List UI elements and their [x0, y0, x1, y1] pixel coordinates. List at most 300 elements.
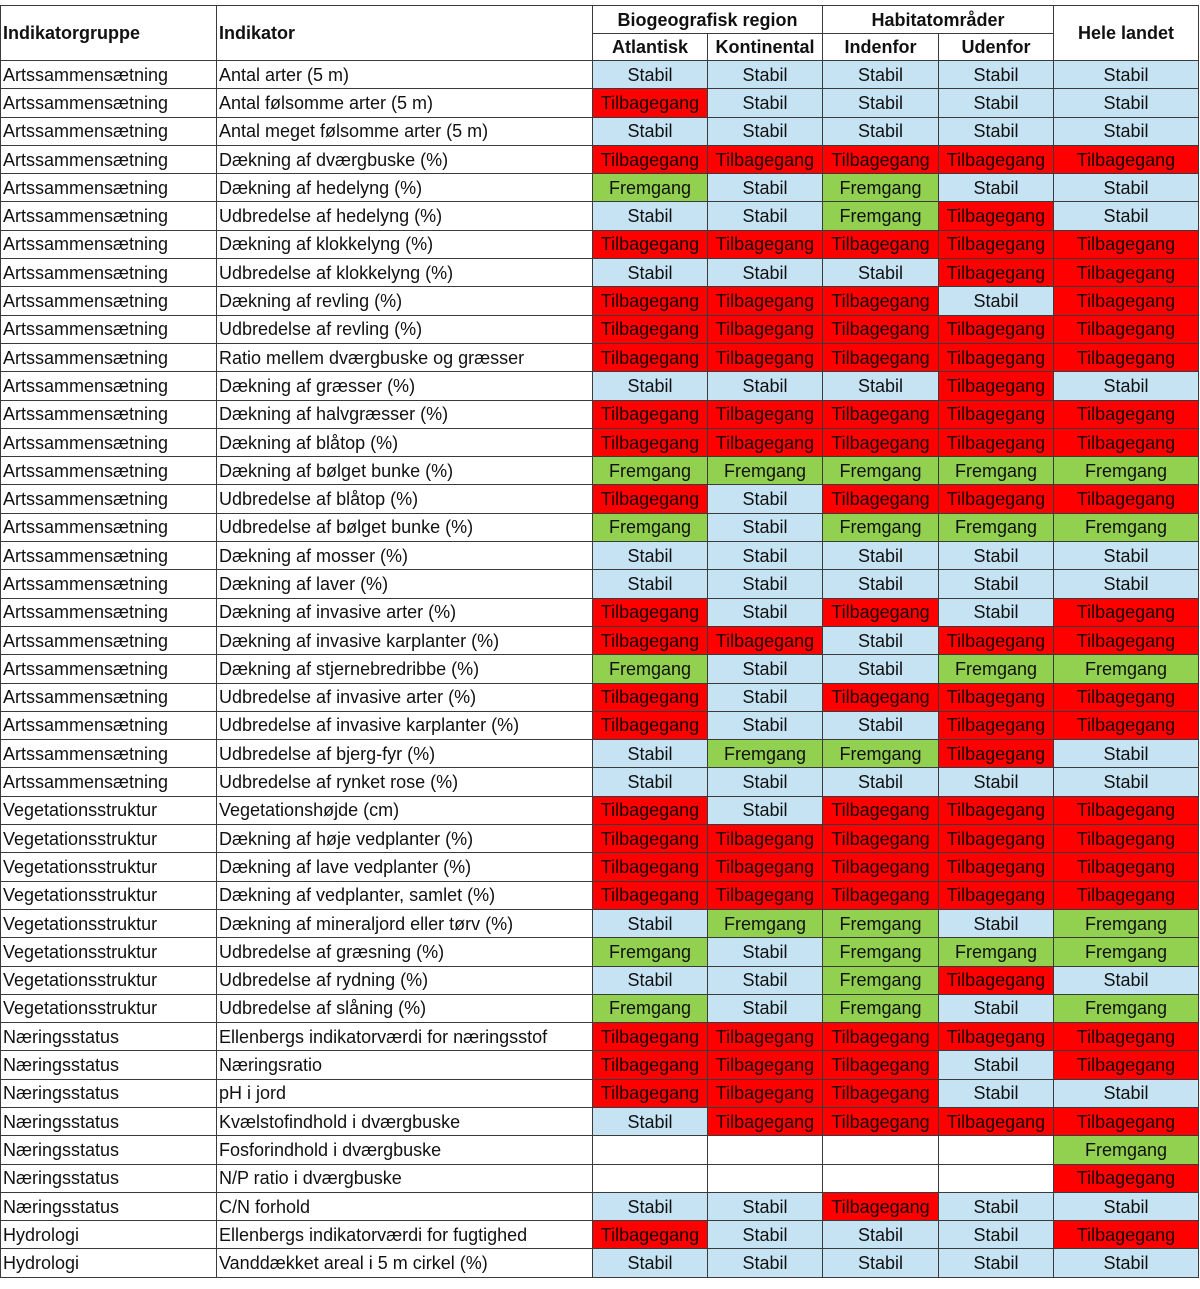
status-cell-hele-landet: Tilbagegang — [1054, 683, 1199, 711]
table-row — [1, 740, 1199, 768]
status-cell-indenfor: Tilbagegang — [823, 315, 939, 343]
status-cell-indenfor: Tilbagegang — [823, 598, 939, 626]
status-cell-hele-landet: Tilbagegang — [1054, 1164, 1199, 1192]
table-row — [1, 909, 1199, 937]
status-cell-kontinental: Stabil — [708, 259, 823, 287]
table-row — [1, 1079, 1199, 1107]
indicator-status-table — [0, 5, 1199, 1278]
status-cell-hele-landet: Tilbagegang — [1054, 343, 1199, 371]
status-cell-udenfor — [939, 1136, 1054, 1164]
indikator-cell: Dækning af vedplanter, samlet (%) — [217, 881, 593, 909]
status-cell-atlantisk: Fremgang — [593, 994, 708, 1022]
status-cell-kontinental: Tilbagegang — [708, 1079, 823, 1107]
indikatorgruppe-cell: Artssammensætning — [1, 61, 217, 89]
table-row — [1, 542, 1199, 570]
status-cell-atlantisk: Fremgang — [593, 457, 708, 485]
indikator-cell: Udbredelse af rydning (%) — [217, 966, 593, 994]
indikatorgruppe-cell: Artssammensætning — [1, 372, 217, 400]
indikator-cell: Dækning af mosser (%) — [217, 542, 593, 570]
status-cell-udenfor: Fremgang — [939, 457, 1054, 485]
status-cell-atlantisk: Stabil — [593, 259, 708, 287]
indikatorgruppe-cell: Artssammensætning — [1, 174, 217, 202]
status-cell-kontinental: Stabil — [708, 655, 823, 683]
indikator-cell: Dækning af invasive karplanter (%) — [217, 626, 593, 654]
table-row — [1, 1192, 1199, 1220]
status-cell-hele-landet: Fremgang — [1054, 909, 1199, 937]
table-body — [1, 61, 1199, 1278]
status-cell-kontinental: Stabil — [708, 89, 823, 117]
table-row — [1, 315, 1199, 343]
status-cell-udenfor: Tilbagegang — [939, 1107, 1054, 1135]
table-row — [1, 259, 1199, 287]
status-cell-udenfor: Stabil — [939, 542, 1054, 570]
status-cell-atlantisk: Tilbagegang — [593, 315, 708, 343]
status-cell-kontinental: Tilbagegang — [708, 428, 823, 456]
indikator-cell: Dækning af græsser (%) — [217, 372, 593, 400]
status-cell-hele-landet: Tilbagegang — [1054, 796, 1199, 824]
status-cell-indenfor: Stabil — [823, 1249, 939, 1277]
status-cell-indenfor: Stabil — [823, 259, 939, 287]
status-cell-udenfor: Stabil — [939, 287, 1054, 315]
table-row — [1, 768, 1199, 796]
status-cell-udenfor: Stabil — [939, 1221, 1054, 1249]
status-cell-udenfor: Tilbagegang — [939, 400, 1054, 428]
indikatorgruppe-cell: Artssammensætning — [1, 145, 217, 173]
indikatorgruppe-cell: Næringsstatus — [1, 1136, 217, 1164]
indikatorgruppe-cell: Næringsstatus — [1, 1164, 217, 1192]
indikator-cell: Antal meget følsomme arter (5 m) — [217, 117, 593, 145]
indikator-cell: Udbredelse af invasive arter (%) — [217, 683, 593, 711]
status-cell-atlantisk: Stabil — [593, 202, 708, 230]
status-cell-indenfor: Stabil — [823, 117, 939, 145]
status-cell-udenfor: Stabil — [939, 1079, 1054, 1107]
status-cell-atlantisk: Tilbagegang — [593, 145, 708, 173]
status-cell-indenfor: Stabil — [823, 542, 939, 570]
status-cell-hele-landet: Tilbagegang — [1054, 287, 1199, 315]
status-cell-kontinental: Tilbagegang — [708, 1023, 823, 1051]
status-cell-atlantisk: Tilbagegang — [593, 400, 708, 428]
indikator-cell: Dækning af stjernebredribbe (%) — [217, 655, 593, 683]
status-cell-udenfor: Stabil — [939, 598, 1054, 626]
status-cell-indenfor: Tilbagegang — [823, 1079, 939, 1107]
status-cell-udenfor: Tilbagegang — [939, 1023, 1054, 1051]
table-row — [1, 1051, 1199, 1079]
status-cell-hele-landet: Tilbagegang — [1054, 825, 1199, 853]
status-cell-kontinental: Fremgang — [708, 909, 823, 937]
indikatorgruppe-cell: Artssammensætning — [1, 655, 217, 683]
indikatorgruppe-cell: Vegetationsstruktur — [1, 994, 217, 1022]
status-cell-hele-landet: Tilbagegang — [1054, 428, 1199, 456]
indikatorgruppe-cell: Vegetationsstruktur — [1, 909, 217, 937]
status-cell-hele-landet: Tilbagegang — [1054, 853, 1199, 881]
status-cell-atlantisk: Tilbagegang — [593, 626, 708, 654]
indikator-cell: Udbredelse af klokkelyng (%) — [217, 259, 593, 287]
status-cell-atlantisk: Stabil — [593, 372, 708, 400]
status-cell-udenfor: Stabil — [939, 117, 1054, 145]
indikatorgruppe-cell: Næringsstatus — [1, 1051, 217, 1079]
status-cell-kontinental — [708, 1136, 823, 1164]
status-cell-kontinental: Tilbagegang — [708, 1107, 823, 1135]
status-cell-indenfor: Fremgang — [823, 513, 939, 541]
indikatorgruppe-cell: Artssammensætning — [1, 683, 217, 711]
status-cell-udenfor: Tilbagegang — [939, 145, 1054, 173]
table-row — [1, 994, 1199, 1022]
table-row — [1, 1136, 1199, 1164]
header-biogeografisk-region: Biogeografisk region — [593, 6, 823, 34]
table-row — [1, 89, 1199, 117]
table-row — [1, 796, 1199, 824]
indikatorgruppe-cell: Artssammensætning — [1, 230, 217, 258]
indikatorgruppe-cell: Hydrologi — [1, 1249, 217, 1277]
status-cell-hele-landet: Stabil — [1054, 372, 1199, 400]
status-cell-udenfor: Stabil — [939, 174, 1054, 202]
status-cell-udenfor: Tilbagegang — [939, 966, 1054, 994]
status-cell-udenfor — [939, 1164, 1054, 1192]
status-cell-udenfor: Stabil — [939, 909, 1054, 937]
indikatorgruppe-cell: Artssammensætning — [1, 542, 217, 570]
indikator-cell: Dækning af bølget bunke (%) — [217, 457, 593, 485]
header-atlantisk: Atlantisk — [593, 34, 708, 61]
status-cell-atlantisk: Stabil — [593, 1192, 708, 1220]
status-cell-hele-landet: Stabil — [1054, 1249, 1199, 1277]
table-row — [1, 457, 1199, 485]
status-cell-udenfor: Stabil — [939, 61, 1054, 89]
status-cell-kontinental: Stabil — [708, 768, 823, 796]
table-row — [1, 825, 1199, 853]
status-cell-hele-landet: Tilbagegang — [1054, 400, 1199, 428]
table-row — [1, 202, 1199, 230]
status-cell-udenfor: Tilbagegang — [939, 230, 1054, 258]
status-cell-kontinental: Stabil — [708, 485, 823, 513]
header-udenfor: Udenfor — [939, 34, 1054, 61]
status-cell-indenfor: Fremgang — [823, 909, 939, 937]
header-hele-landet: Hele landet — [1054, 6, 1199, 61]
status-cell-kontinental: Tilbagegang — [708, 315, 823, 343]
status-cell-indenfor: Stabil — [823, 372, 939, 400]
status-cell-indenfor: Fremgang — [823, 994, 939, 1022]
status-cell-indenfor: Tilbagegang — [823, 400, 939, 428]
status-cell-kontinental: Stabil — [708, 966, 823, 994]
status-cell-atlantisk: Tilbagegang — [593, 598, 708, 626]
indikatorgruppe-cell: Artssammensætning — [1, 513, 217, 541]
status-cell-kontinental: Tilbagegang — [708, 881, 823, 909]
indikatorgruppe-cell: Artssammensætning — [1, 315, 217, 343]
indikatorgruppe-cell: Vegetationsstruktur — [1, 938, 217, 966]
indikator-cell: Antal følsomme arter (5 m) — [217, 89, 593, 117]
table-row — [1, 655, 1199, 683]
status-cell-hele-landet: Stabil — [1054, 542, 1199, 570]
indikator-cell: Udbredelse af blåtop (%) — [217, 485, 593, 513]
indikator-cell: Udbredelse af bjerg-fyr (%) — [217, 740, 593, 768]
status-cell-atlantisk: Fremgang — [593, 655, 708, 683]
indikator-cell: Dækning af hedelyng (%) — [217, 174, 593, 202]
status-cell-hele-landet: Stabil — [1054, 1192, 1199, 1220]
status-cell-indenfor: Stabil — [823, 89, 939, 117]
status-cell-kontinental: Stabil — [708, 938, 823, 966]
status-cell-hele-landet: Tilbagegang — [1054, 1051, 1199, 1079]
indikator-cell: Udbredelse af hedelyng (%) — [217, 202, 593, 230]
table-row — [1, 966, 1199, 994]
indikatorgruppe-cell: Vegetationsstruktur — [1, 966, 217, 994]
indikatorgruppe-cell: Artssammensætning — [1, 457, 217, 485]
status-cell-hele-landet: Tilbagegang — [1054, 1107, 1199, 1135]
status-cell-indenfor: Fremgang — [823, 457, 939, 485]
status-cell-indenfor: Stabil — [823, 655, 939, 683]
status-cell-kontinental: Tilbagegang — [708, 230, 823, 258]
indikatorgruppe-cell: Artssammensætning — [1, 202, 217, 230]
status-cell-indenfor: Stabil — [823, 626, 939, 654]
status-cell-kontinental: Tilbagegang — [708, 853, 823, 881]
table-row — [1, 711, 1199, 739]
indikatorgruppe-cell: Vegetationsstruktur — [1, 881, 217, 909]
status-cell-atlantisk: Tilbagegang — [593, 1023, 708, 1051]
status-cell-atlantisk: Tilbagegang — [593, 683, 708, 711]
indikatorgruppe-cell: Vegetationsstruktur — [1, 853, 217, 881]
indikator-cell: Fosforindhold i dværgbuske — [217, 1136, 593, 1164]
status-cell-indenfor: Stabil — [823, 570, 939, 598]
indikator-cell: Dækning af halvgræsser (%) — [217, 400, 593, 428]
status-cell-kontinental: Stabil — [708, 202, 823, 230]
status-cell-hele-landet: Tilbagegang — [1054, 626, 1199, 654]
status-cell-hele-landet: Tilbagegang — [1054, 230, 1199, 258]
indikator-cell: pH i jord — [217, 1079, 593, 1107]
status-cell-indenfor: Tilbagegang — [823, 796, 939, 824]
status-cell-udenfor: Tilbagegang — [939, 626, 1054, 654]
indikator-cell: Udbredelse af græsning (%) — [217, 938, 593, 966]
status-cell-atlantisk: Fremgang — [593, 938, 708, 966]
status-cell-kontinental: Tilbagegang — [708, 287, 823, 315]
status-cell-atlantisk: Tilbagegang — [593, 825, 708, 853]
status-cell-atlantisk: Stabil — [593, 740, 708, 768]
status-cell-udenfor: Tilbagegang — [939, 315, 1054, 343]
status-cell-udenfor: Fremgang — [939, 655, 1054, 683]
status-cell-indenfor: Tilbagegang — [823, 853, 939, 881]
indikator-cell: Dækning af dværgbuske (%) — [217, 145, 593, 173]
status-cell-atlantisk: Tilbagegang — [593, 287, 708, 315]
status-cell-hele-landet: Stabil — [1054, 768, 1199, 796]
status-cell-atlantisk — [593, 1136, 708, 1164]
status-cell-hele-landet: Tilbagegang — [1054, 315, 1199, 343]
status-cell-udenfor: Tilbagegang — [939, 825, 1054, 853]
indikator-cell: N/P ratio i dværgbuske — [217, 1164, 593, 1192]
status-cell-indenfor: Stabil — [823, 711, 939, 739]
indikator-cell: Antal arter (5 m) — [217, 61, 593, 89]
status-cell-kontinental: Stabil — [708, 542, 823, 570]
indikatorgruppe-cell: Vegetationsstruktur — [1, 796, 217, 824]
indikator-cell: Udbredelse af slåning (%) — [217, 994, 593, 1022]
status-cell-atlantisk: Stabil — [593, 1107, 708, 1135]
status-cell-indenfor: Fremgang — [823, 202, 939, 230]
status-cell-indenfor: Tilbagegang — [823, 683, 939, 711]
status-cell-kontinental: Stabil — [708, 683, 823, 711]
indikatorgruppe-cell: Artssammensætning — [1, 711, 217, 739]
status-cell-kontinental — [708, 1164, 823, 1192]
indikatorgruppe-cell: Næringsstatus — [1, 1192, 217, 1220]
status-cell-atlantisk: Stabil — [593, 117, 708, 145]
status-cell-indenfor: Tilbagegang — [823, 145, 939, 173]
indikatorgruppe-cell: Næringsstatus — [1, 1079, 217, 1107]
status-cell-kontinental: Stabil — [708, 61, 823, 89]
table-row — [1, 881, 1199, 909]
status-cell-kontinental: Stabil — [708, 372, 823, 400]
indikator-cell: Dækning af klokkelyng (%) — [217, 230, 593, 258]
status-cell-hele-landet: Tilbagegang — [1054, 711, 1199, 739]
status-cell-indenfor: Tilbagegang — [823, 428, 939, 456]
table-row — [1, 853, 1199, 881]
indikatorgruppe-cell: Næringsstatus — [1, 1023, 217, 1051]
status-cell-kontinental: Stabil — [708, 513, 823, 541]
status-cell-indenfor — [823, 1136, 939, 1164]
table-row — [1, 626, 1199, 654]
status-cell-kontinental: Stabil — [708, 570, 823, 598]
table-row — [1, 372, 1199, 400]
status-cell-udenfor: Stabil — [939, 768, 1054, 796]
status-cell-kontinental: Stabil — [708, 1192, 823, 1220]
table-row — [1, 117, 1199, 145]
status-cell-hele-landet: Tilbagegang — [1054, 598, 1199, 626]
indikator-cell: Vegetationshøjde (cm) — [217, 796, 593, 824]
status-cell-udenfor: Tilbagegang — [939, 881, 1054, 909]
status-cell-indenfor — [823, 1164, 939, 1192]
header-row-top — [1, 6, 1199, 34]
indikator-cell: Ellenbergs indikatorværdi for fugtighed — [217, 1221, 593, 1249]
indikator-cell: C/N forhold — [217, 1192, 593, 1220]
status-cell-kontinental: Stabil — [708, 711, 823, 739]
indikator-cell: Ellenbergs indikatorværdi for næringsstof — [217, 1023, 593, 1051]
status-cell-indenfor: Tilbagegang — [823, 1107, 939, 1135]
indikator-cell: Udbredelse af revling (%) — [217, 315, 593, 343]
header-indikatorgruppe: Indikatorgruppe — [1, 6, 217, 61]
status-cell-kontinental: Stabil — [708, 174, 823, 202]
table-row — [1, 683, 1199, 711]
status-cell-indenfor: Tilbagegang — [823, 1192, 939, 1220]
status-cell-udenfor: Tilbagegang — [939, 485, 1054, 513]
status-cell-atlantisk: Tilbagegang — [593, 1051, 708, 1079]
status-cell-hele-landet: Stabil — [1054, 740, 1199, 768]
status-cell-atlantisk: Tilbagegang — [593, 89, 708, 117]
status-cell-indenfor: Fremgang — [823, 966, 939, 994]
indikatorgruppe-cell: Artssammensætning — [1, 343, 217, 371]
status-cell-atlantisk: Tilbagegang — [593, 1221, 708, 1249]
status-cell-atlantisk: Tilbagegang — [593, 1079, 708, 1107]
status-cell-atlantisk: Stabil — [593, 909, 708, 937]
status-cell-udenfor: Stabil — [939, 89, 1054, 117]
status-cell-hele-landet: Fremgang — [1054, 457, 1199, 485]
indikatorgruppe-cell: Artssammensætning — [1, 89, 217, 117]
status-cell-atlantisk — [593, 1164, 708, 1192]
status-cell-atlantisk: Stabil — [593, 61, 708, 89]
status-cell-udenfor: Stabil — [939, 570, 1054, 598]
table-row — [1, 598, 1199, 626]
status-cell-kontinental: Tilbagegang — [708, 1051, 823, 1079]
indikatorgruppe-cell: Artssammensætning — [1, 598, 217, 626]
table-row — [1, 570, 1199, 598]
indikator-cell: Dækning af laver (%) — [217, 570, 593, 598]
status-cell-indenfor: Fremgang — [823, 740, 939, 768]
status-cell-kontinental: Stabil — [708, 994, 823, 1022]
indikatorgruppe-cell: Vegetationsstruktur — [1, 825, 217, 853]
status-cell-hele-landet: Tilbagegang — [1054, 1221, 1199, 1249]
status-cell-kontinental: Fremgang — [708, 740, 823, 768]
indikatorgruppe-cell: Artssammensætning — [1, 400, 217, 428]
status-cell-atlantisk: Tilbagegang — [593, 485, 708, 513]
status-cell-kontinental: Tilbagegang — [708, 145, 823, 173]
status-cell-kontinental: Tilbagegang — [708, 343, 823, 371]
indikator-cell: Kvælstofindhold i dværgbuske — [217, 1107, 593, 1135]
status-cell-indenfor: Tilbagegang — [823, 230, 939, 258]
status-cell-atlantisk: Tilbagegang — [593, 230, 708, 258]
indikatorgruppe-cell: Artssammensætning — [1, 259, 217, 287]
status-cell-hele-landet: Stabil — [1054, 117, 1199, 145]
status-cell-indenfor: Stabil — [823, 61, 939, 89]
table-row — [1, 61, 1199, 89]
status-cell-indenfor: Tilbagegang — [823, 343, 939, 371]
status-cell-udenfor: Stabil — [939, 1192, 1054, 1220]
status-cell-atlantisk: Stabil — [593, 542, 708, 570]
header-habitatomraader: Habitatområder — [823, 6, 1054, 34]
status-cell-udenfor: Tilbagegang — [939, 372, 1054, 400]
indikator-cell: Næringsratio — [217, 1051, 593, 1079]
status-cell-indenfor: Tilbagegang — [823, 1023, 939, 1051]
status-cell-atlantisk: Stabil — [593, 1249, 708, 1277]
status-cell-udenfor: Tilbagegang — [939, 796, 1054, 824]
status-cell-atlantisk: Stabil — [593, 966, 708, 994]
status-cell-udenfor: Stabil — [939, 1249, 1054, 1277]
status-cell-kontinental: Stabil — [708, 1249, 823, 1277]
status-cell-indenfor: Stabil — [823, 768, 939, 796]
status-cell-hele-landet: Fremgang — [1054, 994, 1199, 1022]
table-header — [1, 6, 1199, 61]
status-cell-udenfor: Tilbagegang — [939, 683, 1054, 711]
status-cell-udenfor: Tilbagegang — [939, 202, 1054, 230]
status-cell-kontinental: Tilbagegang — [708, 400, 823, 428]
table-row — [1, 1164, 1199, 1192]
indikator-cell: Dækning af høje vedplanter (%) — [217, 825, 593, 853]
indikator-cell: Udbredelse af bølget bunke (%) — [217, 513, 593, 541]
table-row — [1, 287, 1199, 315]
indikatorgruppe-cell: Artssammensætning — [1, 626, 217, 654]
indikatorgruppe-cell: Artssammensætning — [1, 428, 217, 456]
indikator-cell: Dækning af blåtop (%) — [217, 428, 593, 456]
header-indenfor: Indenfor — [823, 34, 939, 61]
status-cell-atlantisk: Fremgang — [593, 513, 708, 541]
status-cell-hele-landet: Stabil — [1054, 1079, 1199, 1107]
table-row — [1, 1249, 1199, 1277]
status-cell-indenfor: Tilbagegang — [823, 1051, 939, 1079]
indikatorgruppe-cell: Hydrologi — [1, 1221, 217, 1249]
status-cell-udenfor: Fremgang — [939, 513, 1054, 541]
status-cell-udenfor: Stabil — [939, 1051, 1054, 1079]
status-cell-kontinental: Stabil — [708, 598, 823, 626]
status-cell-atlantisk: Stabil — [593, 768, 708, 796]
status-cell-indenfor: Tilbagegang — [823, 825, 939, 853]
status-cell-udenfor: Fremgang — [939, 938, 1054, 966]
status-cell-hele-landet: Stabil — [1054, 61, 1199, 89]
status-cell-udenfor: Stabil — [939, 994, 1054, 1022]
status-cell-hele-landet: Fremgang — [1054, 1136, 1199, 1164]
status-cell-hele-landet: Tilbagegang — [1054, 1023, 1199, 1051]
status-cell-atlantisk: Tilbagegang — [593, 881, 708, 909]
table-row — [1, 145, 1199, 173]
status-cell-hele-landet: Stabil — [1054, 570, 1199, 598]
status-cell-indenfor: Fremgang — [823, 938, 939, 966]
status-cell-atlantisk: Tilbagegang — [593, 711, 708, 739]
status-cell-atlantisk: Tilbagegang — [593, 428, 708, 456]
table-row — [1, 513, 1199, 541]
indikatorgruppe-cell: Artssammensætning — [1, 570, 217, 598]
indikator-cell: Udbredelse af rynket rose (%) — [217, 768, 593, 796]
status-cell-udenfor: Tilbagegang — [939, 711, 1054, 739]
